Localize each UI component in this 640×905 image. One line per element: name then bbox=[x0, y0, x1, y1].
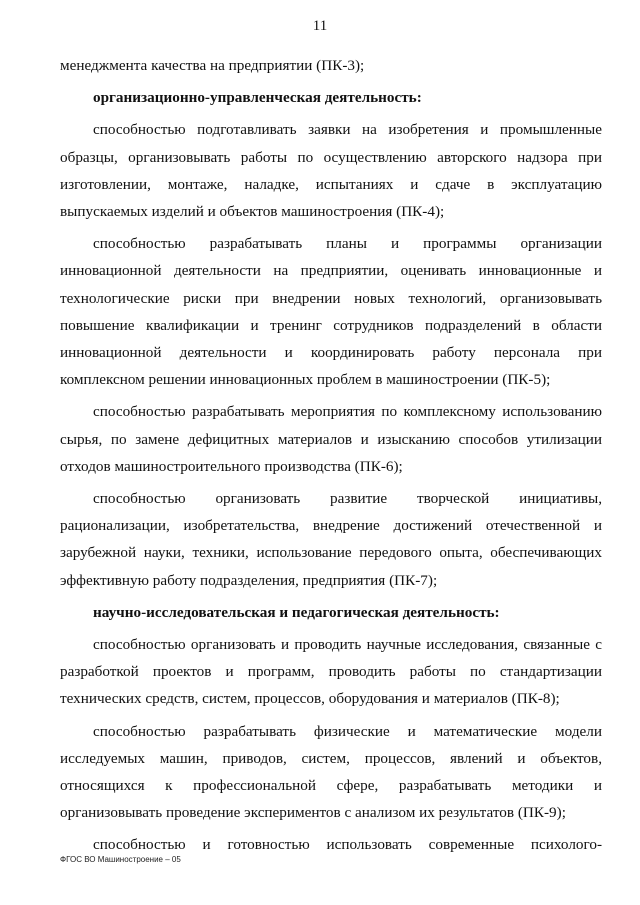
document-body bbox=[60, 52, 602, 859]
section-heading-research: научно-исследовательская и педагогическая деятельность: bbox=[93, 603, 500, 621]
page-number: 11 bbox=[312, 18, 328, 34]
continuation-text: менеджмента качества на предприятии (ПК-3); bbox=[60, 57, 365, 74]
paragraph-pk8: способностью организовать и проводить научные исследования, связанные с разработкой проектов и программ, проводить работы по стандартизации технических средств, систем, процессов, оборудования и материалов (ПК-8); bbox=[60, 636, 602, 708]
paragraph-pk7: способностью организовать развитие творческой инициативы, рационализации, изобретательства, внедрение достижений отечественной и зарубежной науки, техники, использование передового опыта, обеспечивающих эффективную работу подразделения, предприятия (ПК-7); bbox=[60, 490, 602, 589]
paragraph-pk9: способностью разрабатывать физические и математические модели исследуемых машин, приводов, систем, процессов, явлений и объектов, относящихся к профессиональной сфере, разрабатывать методики и организовывать проведение экспериментов с анализом их результатов (ПК-9); bbox=[60, 722, 602, 822]
section-heading-management: организационно-управленческая деятельность: bbox=[93, 89, 422, 107]
footer-doc-code: ФГОС ВО Машиностроение – 05 bbox=[60, 855, 181, 864]
paragraph-pk5: способностью разрабатывать планы и программы организации инновационной деятельности на предприятии, оценивать инновационные и технологические риски при внедрении новых технологий, организовывать повышение квалификации и тренинг сотрудников подразделений в области инновационной деятельности и координировать работу персонала при комплексном решении инновационных проблем в машиностроении (ПК-5); bbox=[60, 235, 602, 389]
paragraph-pk4: способностью подготавливать заявки на изобретения и промышленные образцы, организовывать работы по осуществлению авторского надзора при изготовлении, монтаже, наладке, испытаниях и сдаче в эксплуатацию выпускаемых изделий и объектов машиностроения (ПК-4); bbox=[60, 121, 602, 221]
paragraph-continued: способностью и готовностью использовать современные психолого- bbox=[93, 836, 602, 854]
paragraph-pk6: способностью разрабатывать мероприятия по комплексному использованию сырья, по замене дефицитных материалов и изысканию способов утилизации отходов машиностроительного производства (ПК-6); bbox=[60, 403, 602, 475]
